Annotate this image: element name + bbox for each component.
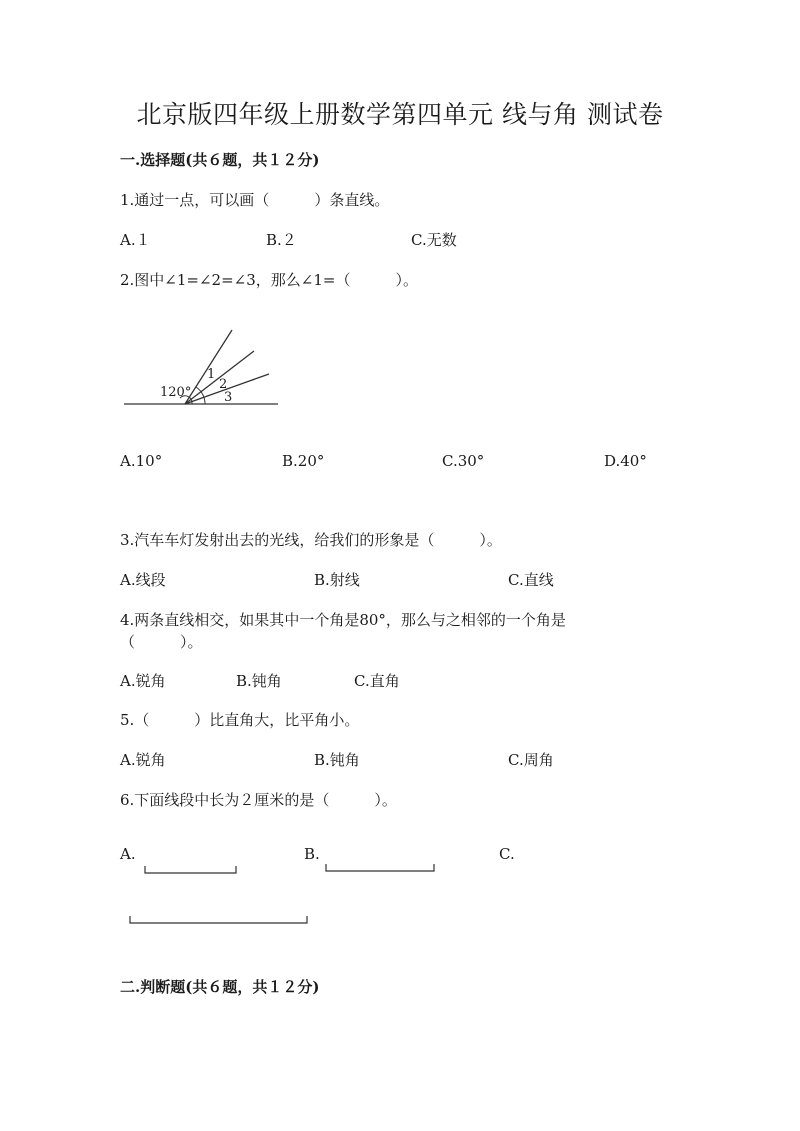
section-heading-choice: 一.选择题(共６题，共１２分) (120, 151, 320, 169)
question-2-text: 2.图中∠1=∠2=∠3，那么∠1=（ ）。 (120, 271, 418, 289)
question-6-option-a[interactable]: A. (120, 845, 136, 863)
question-5-text: 5.（ ）比直角大，比平角小。 (120, 711, 360, 729)
angle-label-3: 3 (224, 390, 233, 405)
page-title: 北京版四年级上册数学第四单元 线与角 测试卷 (136, 100, 664, 129)
question-1-option-a[interactable]: A.１ (120, 231, 151, 249)
question-4-text-line1: 4.两条直线相交，如果其中一个角是80°，那么与之相邻的一个角是 (120, 611, 566, 629)
question-1-text: 1.通过一点，可以画（ ）条直线。 (120, 191, 390, 209)
segment-a (144, 864, 244, 876)
question-5-option-c[interactable]: C.周角 (508, 751, 554, 769)
question-2-option-a[interactable]: A.10° (120, 452, 163, 470)
question-3-text: 3.汽车车灯发射出去的光线，给我们的形象是（ ）。 (120, 531, 502, 549)
question-5-option-b[interactable]: B.钝角 (314, 751, 360, 769)
question-5-option-a[interactable]: A.锐角 (120, 751, 166, 769)
section-heading-judgment: 二.判断题(共６题，共１２分) (120, 978, 320, 996)
question-4-option-c[interactable]: C.直角 (354, 672, 400, 690)
segment-b (325, 862, 445, 874)
question-6-text: 6.下面线段中长为２厘米的是（ ）。 (120, 791, 397, 809)
angle-label-2: 2 (219, 377, 228, 392)
question-4-option-a[interactable]: A.锐角 (120, 672, 166, 690)
angle-figure (120, 325, 290, 415)
question-1-option-c[interactable]: C.无数 (411, 231, 457, 249)
question-1-option-b[interactable]: B.２ (266, 231, 297, 249)
question-4-option-b[interactable]: B.钝角 (236, 672, 282, 690)
question-3-option-a[interactable]: A.线段 (120, 571, 166, 589)
question-2-option-d[interactable]: D.40° (604, 452, 647, 470)
question-3-option-c[interactable]: C.直线 (508, 571, 554, 589)
segment-c (129, 914, 319, 926)
angle-label-120: 120° (160, 385, 192, 400)
question-3-option-b[interactable]: B.射线 (314, 571, 360, 589)
angle-label-1: 1 (207, 367, 216, 382)
question-4-text-line2: （ ）。 (120, 633, 203, 651)
question-6-option-c[interactable]: C. (499, 845, 515, 863)
question-2-option-c[interactable]: C.30° (442, 452, 485, 470)
question-6-option-b[interactable]: B. (304, 845, 320, 863)
question-2-option-b[interactable]: B.20° (282, 452, 325, 470)
